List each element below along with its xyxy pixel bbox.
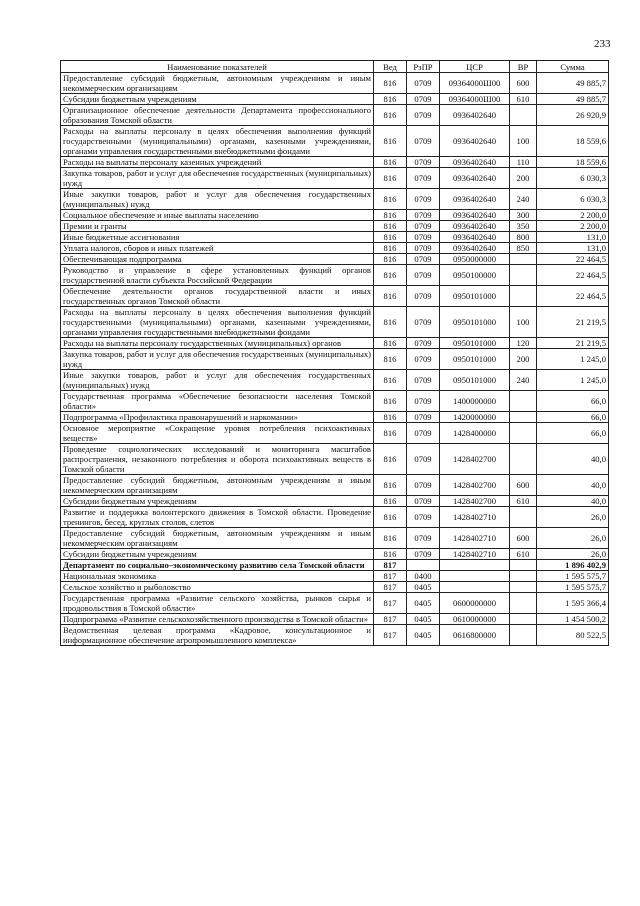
cell-vr: 200 (510, 349, 537, 370)
cell-name: Развитие и поддержка волонтерского движения в Томской области. Проведение тренингов, бесед, круглых столов, слетов (61, 507, 374, 528)
cell-csr: 0936402640 (440, 243, 510, 254)
cell-ved: 816 (374, 168, 407, 189)
cell-csr: 09364000Ш00 (440, 94, 510, 105)
cell-rzpr: 0709 (407, 126, 440, 157)
cell-csr: 0936402640 (440, 221, 510, 232)
cell-sum: 66,0 (537, 412, 609, 423)
cell-rzpr: 0709 (407, 265, 440, 286)
cell-sum: 26,0 (537, 528, 609, 549)
cell-vr (510, 582, 537, 593)
page-number: 233 (594, 38, 611, 50)
cell-rzpr: 0709 (407, 94, 440, 105)
cell-vr: 240 (510, 370, 537, 391)
cell-name: Расходы на выплаты персоналу в целях обеспечения выполнения функций государственными (муниципальными) органами, казенными учреждениями, органами управления государственными внебюджетными фондами (61, 126, 374, 157)
cell-rzpr: 0709 (407, 243, 440, 254)
cell-vr (510, 507, 537, 528)
cell-name: Национальная экономика (61, 571, 374, 582)
cell-sum: 1 245,0 (537, 370, 609, 391)
cell-vr: 600 (510, 475, 537, 496)
cell-vr: 600 (510, 528, 537, 549)
cell-name: Иные бюджетные ассигнования (61, 232, 374, 243)
cell-rzpr: 0709 (407, 105, 440, 126)
table-row (61, 94, 609, 105)
table-header-row (61, 61, 609, 73)
cell-csr: 0936402640 (440, 210, 510, 221)
cell-ved: 816 (374, 549, 407, 560)
cell-name: Основное мероприятие «Сокращение уровня потребления психоактивных веществ» (61, 423, 374, 444)
cell-rzpr: 0405 (407, 625, 440, 646)
cell-name: Государственная программа «Развитие сельского хозяйства, рынков сырья и продовольствия в Томской области» (61, 593, 374, 614)
cell-ved: 816 (374, 338, 407, 349)
cell-rzpr: 0709 (407, 349, 440, 370)
cell-vr (510, 560, 537, 571)
cell-vr: 100 (510, 307, 537, 338)
cell-vr (510, 444, 537, 475)
cell-name: Субсидии бюджетным учреждениям (61, 549, 374, 560)
cell-sum: 18 559,6 (537, 157, 609, 168)
cell-csr: 1428402700 (440, 475, 510, 496)
table-row (61, 349, 609, 370)
cell-ved: 817 (374, 614, 407, 625)
cell-rzpr: 0709 (407, 254, 440, 265)
cell-name: Ведомственная целевая программа «Кадровое, консультационное и информационное обеспечение агропромышленного комплекса» (61, 625, 374, 646)
cell-rzpr: 0405 (407, 593, 440, 614)
table-row (61, 105, 609, 126)
cell-name: Подпрограмма «Профилактика правонарушений и наркомании» (61, 412, 374, 423)
cell-rzpr: 0709 (407, 475, 440, 496)
cell-rzpr: 0709 (407, 286, 440, 307)
table-row (61, 475, 609, 496)
cell-csr: 0616800000 (440, 625, 510, 646)
cell-ved: 816 (374, 189, 407, 210)
cell-csr: 0936402640 (440, 105, 510, 126)
cell-sum: 131,0 (537, 243, 609, 254)
table-row (61, 221, 609, 232)
cell-vr: 200 (510, 168, 537, 189)
cell-name: Расходы на выплаты персоналу казенных учреждений (61, 157, 374, 168)
cell-ved: 817 (374, 625, 407, 646)
cell-vr (510, 571, 537, 582)
cell-ved: 816 (374, 105, 407, 126)
header-ved: Вед (374, 61, 407, 73)
cell-vr (510, 412, 537, 423)
cell-ved: 817 (374, 593, 407, 614)
cell-csr: 0936402640 (440, 126, 510, 157)
table-row (61, 507, 609, 528)
table-row (61, 593, 609, 614)
cell-ved: 816 (374, 444, 407, 475)
cell-sum: 40,0 (537, 444, 609, 475)
cell-sum: 1 245,0 (537, 349, 609, 370)
cell-ved: 816 (374, 265, 407, 286)
cell-rzpr: 0405 (407, 582, 440, 593)
cell-ved: 816 (374, 412, 407, 423)
cell-sum: 40,0 (537, 475, 609, 496)
cell-name: Подпрограмма «Развитие сельскохозяйственного производства в Томской области» (61, 614, 374, 625)
table-row (61, 571, 609, 582)
budget-table (60, 60, 609, 646)
cell-rzpr: 0709 (407, 496, 440, 507)
cell-sum: 21 219,5 (537, 307, 609, 338)
cell-ved: 816 (374, 232, 407, 243)
cell-sum: 6 030,3 (537, 168, 609, 189)
cell-sum: 21 219,5 (537, 338, 609, 349)
cell-name: Субсидии бюджетным учреждениям (61, 496, 374, 507)
table-row (61, 189, 609, 210)
cell-name: Закупка товаров, работ и услуг для обеспечения государственных (муниципальных) нужд (61, 168, 374, 189)
header-rzpr: РзПР (407, 61, 440, 73)
cell-name: Премии и гранты (61, 221, 374, 232)
cell-sum: 26,0 (537, 549, 609, 560)
cell-rzpr: 0709 (407, 157, 440, 168)
header-sum: Сумма (537, 61, 609, 73)
cell-csr: 1400000000 (440, 391, 510, 412)
table-row (61, 444, 609, 475)
cell-rzpr: 0709 (407, 507, 440, 528)
table-row (61, 560, 609, 571)
cell-csr: 0936402640 (440, 168, 510, 189)
cell-ved: 816 (374, 370, 407, 391)
cell-vr: 610 (510, 549, 537, 560)
cell-sum: 66,0 (537, 391, 609, 412)
cell-name: Государственная программа «Обеспечение безопасности населения Томской области» (61, 391, 374, 412)
cell-rzpr: 0400 (407, 571, 440, 582)
cell-sum: 22 464,5 (537, 265, 609, 286)
cell-csr: 0950101000 (440, 349, 510, 370)
cell-rzpr: 0709 (407, 73, 440, 94)
table-row (61, 168, 609, 189)
header-csr: ЦСР (440, 61, 510, 73)
cell-sum: 2 200,0 (537, 221, 609, 232)
cell-ved: 816 (374, 391, 407, 412)
cell-rzpr: 0405 (407, 614, 440, 625)
cell-name: Обеспечение деятельности органов государственной власти и иных государственных органов Томской области (61, 286, 374, 307)
cell-ved: 816 (374, 507, 407, 528)
cell-vr: 240 (510, 189, 537, 210)
cell-rzpr: 0709 (407, 549, 440, 560)
cell-name: Руководство и управление в сфере установленных функций органов государственной власти субъекта Российской Федерации (61, 265, 374, 286)
cell-vr (510, 625, 537, 646)
cell-csr: 1428402700 (440, 444, 510, 475)
cell-name: Закупка товаров, работ и услуг для обеспечения государственных (муниципальных) нужд (61, 349, 374, 370)
cell-ved: 816 (374, 254, 407, 265)
cell-rzpr: 0709 (407, 370, 440, 391)
cell-vr (510, 105, 537, 126)
cell-name: Уплата налогов, сборов и иных платежей (61, 243, 374, 254)
cell-sum: 1 595 575,7 (537, 582, 609, 593)
cell-csr: 1428400000 (440, 423, 510, 444)
table-row (61, 370, 609, 391)
cell-name: Социальное обеспечение и иные выплаты населению (61, 210, 374, 221)
table-row (61, 286, 609, 307)
cell-sum: 26,0 (537, 507, 609, 528)
cell-name: Расходы на выплаты персоналу в целях обеспечения выполнения функций государственными (муниципальными) органами, казенными учреждениями, органами управления государственными внебюджетными фондами (61, 307, 374, 338)
cell-rzpr: 0709 (407, 168, 440, 189)
cell-name: Расходы на выплаты персоналу государственных (муниципальных) органов (61, 338, 374, 349)
cell-ved: 817 (374, 582, 407, 593)
cell-rzpr: 0709 (407, 412, 440, 423)
cell-name: Иные закупки товаров, работ и услуг для обеспечения государственных (муниципальных) нужд (61, 189, 374, 210)
table-row (61, 614, 609, 625)
cell-rzpr: 0709 (407, 232, 440, 243)
cell-ved: 816 (374, 423, 407, 444)
cell-csr: 0936402640 (440, 232, 510, 243)
cell-vr: 610 (510, 496, 537, 507)
cell-ved: 816 (374, 349, 407, 370)
cell-vr: 350 (510, 221, 537, 232)
cell-ved: 816 (374, 286, 407, 307)
cell-sum: 1 896 402,9 (537, 560, 609, 571)
cell-ved: 816 (374, 307, 407, 338)
cell-rzpr: 0709 (407, 189, 440, 210)
cell-vr: 300 (510, 210, 537, 221)
table-row (61, 210, 609, 221)
cell-csr (440, 560, 510, 571)
table-row (61, 232, 609, 243)
cell-csr: 0936402640 (440, 189, 510, 210)
cell-name: Иные закупки товаров, работ и услуг для обеспечения государственных (муниципальных) нужд (61, 370, 374, 391)
cell-ved: 816 (374, 73, 407, 94)
cell-vr (510, 614, 537, 625)
table-row (61, 265, 609, 286)
cell-csr: 0950100000 (440, 265, 510, 286)
cell-sum: 131,0 (537, 232, 609, 243)
cell-sum: 1 595 575,7 (537, 571, 609, 582)
cell-vr (510, 254, 537, 265)
cell-sum: 66,0 (537, 423, 609, 444)
cell-csr: 0600000000 (440, 593, 510, 614)
cell-vr: 100 (510, 126, 537, 157)
table-row (61, 549, 609, 560)
cell-csr: 0936402640 (440, 157, 510, 168)
cell-ved: 816 (374, 210, 407, 221)
cell-rzpr: 0709 (407, 444, 440, 475)
cell-name: Предоставление субсидий бюджетным, автономным учреждениям и иным некоммерческим организациям (61, 475, 374, 496)
cell-ved: 816 (374, 221, 407, 232)
cell-sum: 2 200,0 (537, 210, 609, 221)
cell-sum: 49 885,7 (537, 94, 609, 105)
cell-ved: 816 (374, 243, 407, 254)
cell-name: Предоставление субсидий бюджетным, автономным учреждениям и иным некоммерческим организациям (61, 73, 374, 94)
cell-csr: 0950101000 (440, 286, 510, 307)
cell-sum: 18 559,6 (537, 126, 609, 157)
cell-name: Обеспечивающая подпрограмма (61, 254, 374, 265)
cell-rzpr: 0709 (407, 391, 440, 412)
cell-rzpr: 0709 (407, 221, 440, 232)
cell-csr (440, 571, 510, 582)
cell-name: Департамент по социально–экономическому развитию села Томской области (61, 560, 374, 571)
cell-vr (510, 423, 537, 444)
cell-vr: 120 (510, 338, 537, 349)
table-row (61, 243, 609, 254)
cell-ved: 816 (374, 528, 407, 549)
cell-vr (510, 391, 537, 412)
table-row (61, 625, 609, 646)
table-row (61, 528, 609, 549)
cell-csr: 1428402710 (440, 549, 510, 560)
cell-sum: 26 920,9 (537, 105, 609, 126)
cell-csr: 1420000000 (440, 412, 510, 423)
cell-ved: 816 (374, 94, 407, 105)
cell-csr: 0950101000 (440, 307, 510, 338)
cell-csr: 0950000000 (440, 254, 510, 265)
cell-vr (510, 286, 537, 307)
cell-csr: 1428402700 (440, 496, 510, 507)
cell-rzpr: 0709 (407, 528, 440, 549)
cell-sum: 22 464,5 (537, 254, 609, 265)
table-row (61, 391, 609, 412)
cell-sum: 22 464,5 (537, 286, 609, 307)
table-row (61, 126, 609, 157)
cell-name: Проведение социологических исследований и мониторинга масштабов распространения, незаконного потребления и оборота психоактивных веществ в Томской области (61, 444, 374, 475)
cell-vr: 600 (510, 73, 537, 94)
cell-csr: 1428402710 (440, 528, 510, 549)
cell-sum: 1 454 500,2 (537, 614, 609, 625)
cell-sum: 6 030,3 (537, 189, 609, 210)
cell-ved: 816 (374, 126, 407, 157)
cell-rzpr: 0709 (407, 423, 440, 444)
cell-vr: 850 (510, 243, 537, 254)
cell-vr (510, 593, 537, 614)
cell-csr: 0950101000 (440, 370, 510, 391)
table-row (61, 582, 609, 593)
cell-sum: 49 885,7 (537, 73, 609, 94)
cell-rzpr: 0709 (407, 338, 440, 349)
cell-rzpr: 0709 (407, 307, 440, 338)
cell-ved: 816 (374, 157, 407, 168)
cell-ved: 817 (374, 560, 407, 571)
cell-csr: 1428402710 (440, 507, 510, 528)
cell-name: Сельское хозяйство и рыболовство (61, 582, 374, 593)
table-row (61, 338, 609, 349)
header-vr: ВР (510, 61, 537, 73)
cell-csr (440, 582, 510, 593)
cell-csr: 0610000000 (440, 614, 510, 625)
cell-name: Организационное обеспечение деятельности Департамента профессионального образования Томской области (61, 105, 374, 126)
table-row (61, 412, 609, 423)
table-row (61, 254, 609, 265)
cell-csr: 09364000Ш00 (440, 73, 510, 94)
table-row (61, 423, 609, 444)
cell-ved: 817 (374, 571, 407, 582)
table-row (61, 307, 609, 338)
cell-rzpr (407, 560, 440, 571)
cell-ved: 816 (374, 475, 407, 496)
cell-name: Субсидии бюджетным учреждениям (61, 94, 374, 105)
cell-vr (510, 265, 537, 286)
cell-sum: 80 522,5 (537, 625, 609, 646)
cell-sum: 40,0 (537, 496, 609, 507)
cell-sum: 1 595 366,4 (537, 593, 609, 614)
cell-vr: 110 (510, 157, 537, 168)
cell-csr: 0950101000 (440, 338, 510, 349)
header-name: Наименование показателей (61, 61, 374, 73)
cell-ved: 816 (374, 496, 407, 507)
cell-name: Предоставление субсидий бюджетным, автономным учреждениям и иным некоммерческим организациям (61, 528, 374, 549)
table-row (61, 496, 609, 507)
cell-vr: 800 (510, 232, 537, 243)
table-row (61, 73, 609, 94)
cell-vr: 610 (510, 94, 537, 105)
cell-rzpr: 0709 (407, 210, 440, 221)
table-row (61, 157, 609, 168)
